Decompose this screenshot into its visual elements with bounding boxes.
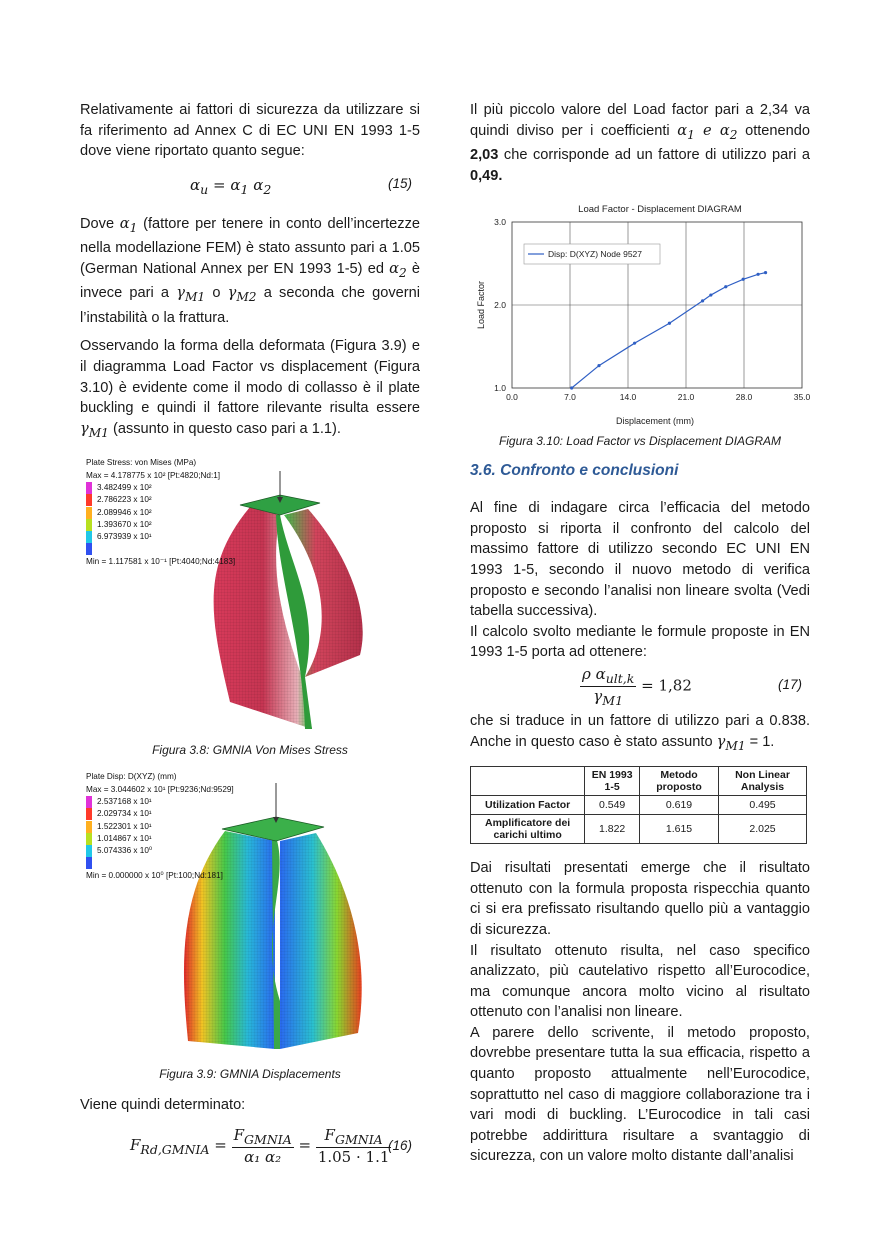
chart-data-point [597, 364, 600, 367]
chart-data-point [570, 387, 573, 390]
table-header-row: EN 1993 1-5 Metodo proposto Non Linear Analysis [471, 767, 807, 796]
chart-series [570, 271, 767, 390]
paragraph-results: Dai risultati presentati emerge che il risultato ottenuto con la formula proposta rispecchia quanto ci si era prefissato risultando quello più a vantaggio di sicurezza. [470, 860, 810, 938]
chart-data-point [633, 342, 636, 345]
paragraph-calculation: Il calcolo svolto mediante le formule proposte in EN 1993 1-5 porta ad ottenere: [470, 623, 810, 661]
displacement-legend: Plate Disp: D(XYZ) (mm) Max = 3.044602 x 10¹ [Pt:9236;Nd:9529] 2.537168 x 10¹ 2.029734 x 10¹ 1.522301 x 10¹ 1.014867 x 10¹ 5.074336 x 10⁰ Min = 0.000000 x 10⁰ [Pt:100;Nd:181] [86, 772, 234, 880]
chart-data-point [764, 271, 767, 274]
paragraph-utilization: che si traduce in un fattore di utilizzo pari a 0.838. Anche in questo caso è stato assunto $\gamma_{M1} = 1$. [470, 713, 810, 753]
chart-x-tick-label: 21.0 [677, 392, 695, 403]
equation-15-body: $\alpha_u = \alpha_1$ $\alpha_2$ [190, 175, 272, 197]
chart-data-point [668, 322, 671, 325]
paragraph-determined: Viene quindi determinato: [80, 1097, 246, 1114]
equation-16-body: $F_{Rd,GMNIA}$ = $F_{GMNIA}$ α₁ α₂ = $F_{GMNIA}$ 1.05 · 1.1 [130, 1125, 390, 1166]
equation-15 [80, 170, 420, 204]
load-factor-chart [470, 198, 810, 430]
figure-3-9-caption: Figura 3.9: GMNIA Displacements [159, 1067, 341, 1082]
paragraph-collapse-mode: Osservando la forma della deformata (Figura 3.9) e il diagramma Load Factor vs displacement (Figura 3.10) è evidente come il modo di collasso è il plate buckling e quindi il fattore rilevante risulta essere $\gamma_{M1}$ (assunto in questo caso pari a 1.1). [80, 338, 420, 440]
table-row: Amplificatore dei carichi ultimo 1.822 1.615 2.025 [471, 815, 807, 844]
equation-16 [80, 1124, 420, 1168]
chart-title: Load Factor - Displacement DIAGRAM [578, 204, 742, 216]
paragraph-annex-c: Relativamente ai fattori di sicurezza da utilizzare si fa riferimento ad Annex C di EC UNI EN 1993 1-5 dove viene riportato quanto segue: [80, 102, 420, 160]
chart-data-point [742, 278, 745, 281]
chart-legend [524, 244, 660, 264]
chart-x-tick-label: 0.0 [506, 392, 518, 403]
paragraph-cautious: Il risultato ottenuto risulta, nel caso specifico analizzato, più cautelativo rispetto all’Eurocodice, ma comunque ancora molto vicino al risultato ottenuto con l’analisi non lineare. [470, 942, 810, 1021]
chart-x-tick-label: 14.0 [619, 392, 637, 403]
left-column [80, 100, 420, 1178]
figure-3-8 [80, 457, 420, 737]
chart-x-tick-label: 35.0 [793, 392, 810, 403]
chart-x-tick-label: 28.0 [735, 392, 753, 403]
table-row: Utilization Factor 0.549 0.619 0.495 [471, 796, 807, 815]
section-heading: 3.6. Confronto e conclusioni [470, 462, 679, 480]
chart-x-ticks [506, 392, 810, 402]
equation-17-number: (17) [777, 677, 802, 693]
chart-data-point [756, 273, 759, 276]
chart-x-tick-label: 7.0 [564, 392, 576, 403]
paragraph-opinion: A parere dello scrivente, il metodo proposto, dovrebbe presentare tutta la sua efficacia, rispetto a quanto proposto attualmente nell’Eurocodice, soprattutto nel caso di maggiore collaborazione tra i vari modi di buckling. L’Eurocodice in tali casi potrebbe addirittura risultare a svantaggio di sicurezza, con un valore molto distante dall’analisi [470, 1024, 810, 1165]
figure-3-8-caption: Figura 3.8: GMNIA Von Mises Stress [152, 743, 348, 758]
chart-y-ticks [494, 217, 506, 393]
equation-16-number: (16) [387, 1137, 412, 1153]
von-mises-legend: Plate Stress: von Mises (MPa) Max = 4.178775 x 10² [Pt:4820;Nd:1] 3.482499 x 10² 2.786223 x 10² 2.089946 x 10² 1.393670 x 10² 6.973939 x 10¹ Min = 1.117581 x 10⁻¹ [Pt:4040;Nd:4183] [86, 458, 236, 566]
equation-15-number: (15) [387, 175, 412, 191]
chart-y-tick-label: 3.0 [494, 217, 506, 228]
equation-17-body: ρ $\alpha_{ult,k}$ $\gamma_{M1}$ = 1,82 [582, 665, 692, 709]
paragraph-alpha-factors: Dove $\alpha_1$ (fattore per tenere in conto dell’incertezze nella modellazione FEM) è stato assunto pari a 1.05 (German National Annex per EN 1993 1-5) ed $\alpha_2$ è invece pari a $\gamma_{M1}$ o $\gamma_{M2}$ a seconda che governi l’instabilità o la frattura. [80, 214, 420, 326]
chart-x-label: Displacement (mm) [615, 416, 695, 427]
equation-17 [470, 665, 810, 707]
figure-3-10-caption: Figura 3.10: Load Factor vs Displacement DIAGRAM [498, 434, 782, 449]
chart-y-tick-label: 2.0 [494, 300, 506, 311]
chart-data-point [709, 294, 712, 297]
paragraph-load-factor: Il più piccolo valore del Load factor pari a 2,34 va quindi diviso per i coefficienti $\alpha_1$ e $\alpha_2$ ottenendo 2,03 che corrisponde ad un fattore di utilizzo pari a 0,49. [470, 102, 811, 184]
results-table [470, 766, 807, 844]
chart-legend-label: Disp: D(XYZ) Node 9527 [548, 249, 643, 260]
figure-3-9 [80, 771, 420, 1061]
chart-y-label: Load Factor [476, 281, 486, 330]
paragraph-comparison: Al fine di indagare circa l’efficacia del metodo proposto si riporta il confronto del calcolo del massimo fattore di utilizzo secondo EC UNI EN 1993 1-5, secondo il nuovo metodo di verifica proposto e secondo l’analisi non lineare svolta (Vedi tabella successiva). [470, 500, 810, 620]
chart-data-point [724, 285, 727, 288]
chart-y-tick-label: 1.0 [494, 383, 506, 394]
right-column [470, 100, 810, 1167]
chart-data-point [701, 300, 704, 303]
chart-series-line [572, 273, 766, 388]
